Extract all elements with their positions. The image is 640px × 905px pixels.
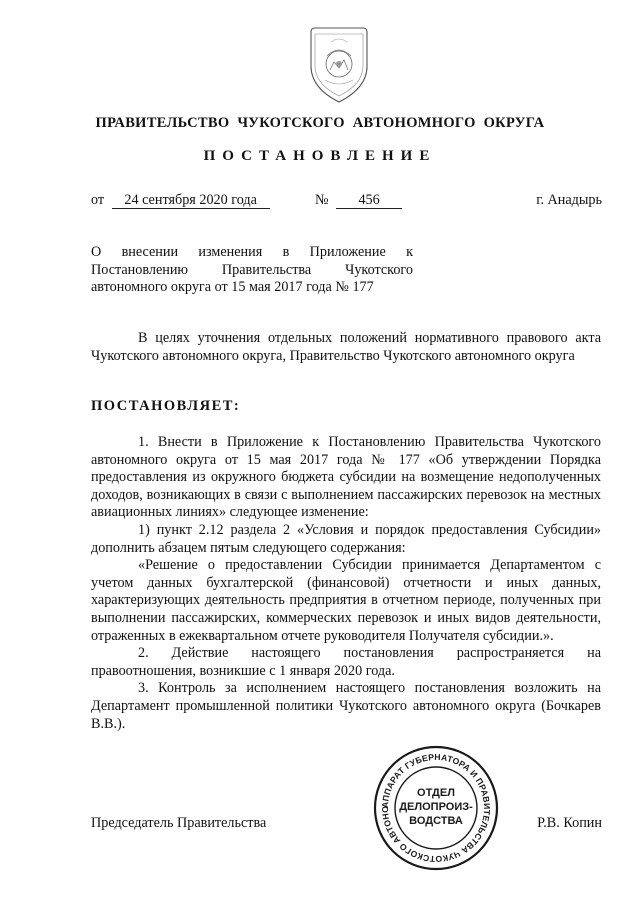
- number-value: 456: [336, 193, 402, 209]
- city: г. Анадырь: [536, 192, 602, 208]
- preamble-block: [91, 330, 601, 365]
- stamp-line-2: ДЕЛОПРОИЗ-: [399, 801, 473, 813]
- date-prefix: от: [91, 192, 105, 208]
- date-value: 24 сентября 2020 года: [112, 193, 270, 209]
- number-field: [315, 192, 402, 209]
- stamp-line-1: ОТДЕЛ: [417, 787, 455, 799]
- coat-of-arms-icon: [303, 22, 375, 106]
- item-1-subitem-1: 1) пункт 2.12 раздела 2 «Условия и порядок предоставления Субсидии» дополнить абзацем пятым следующего содержания:: [91, 521, 601, 556]
- item-3: 3. Контроль за исполнением настоящего постановления возложить на Департамент промышленной политики Чукотского автономного округа (Бочкарев В.В.).: [91, 680, 601, 732]
- signatory-name: Р.В. Копин: [537, 815, 602, 831]
- document-subject: О внесении изменения в Приложение к Постановлению Правительства Чукотского автономного округа от 15 мая 2017 года № 177: [91, 244, 413, 296]
- preamble: В целях уточнения отдельных положений нормативного правового акта Чукотского автономного округа, Правительство Чукотского автономного округа: [91, 330, 601, 364]
- stamp-ring-text: АППАРАТ ГУБЕРНАТОРА И ПРАВИТЕЛЬСТВА ЧУКОТСКОГО АВТОНО: [379, 751, 493, 865]
- document-type: ПОСТАНОВЛЕНИЕ: [203, 148, 437, 164]
- stamp-line-3: ВОДСТВА: [409, 815, 463, 827]
- decides-heading: ПОСТАНОВЛЯЕТ:: [91, 398, 241, 414]
- item-2: 2. Действие настоящего постановления распространяется на правоотношения, возникшие с 1 января 2020 года.: [91, 645, 601, 679]
- item-1: 1. Внести в Приложение к Постановлению Правительства Чукотского автономного округа от 15 мая 2017 года № 177 «Об утверждении Порядка предоставления из окружного бюджета субсидии на возмещение недополученных доходов, возникающих в связи с выполнением пассажирских перевозок на местных авиационных линиях» следующее изменение:: [91, 434, 601, 521]
- date-field: [91, 192, 270, 209]
- quoted-paragraph: «Решение о предоставлении Субсидии принимается Департаментом с учетом данных бухгалтерской (финансовой) отчетности и иных данных, характеризующих деятельность предприятия в отчетном периоде, полученных при выполнении пассажирских, коммерческих перевозок и иных видов деятельности, отраженных в ежеквартальном отчете руководителя Получателя субсидии.».: [91, 557, 601, 644]
- stamp-center-text: [372, 786, 500, 828]
- decree-body: [91, 434, 601, 733]
- number-prefix: №: [315, 192, 329, 208]
- government-title: ПРАВИТЕЛЬСТВО ЧУКОТСКОГО АВТОНОМНОГО ОКРУГА: [95, 115, 545, 131]
- office-stamp: [372, 744, 500, 872]
- signatory-position: Председатель Правительства: [91, 815, 267, 831]
